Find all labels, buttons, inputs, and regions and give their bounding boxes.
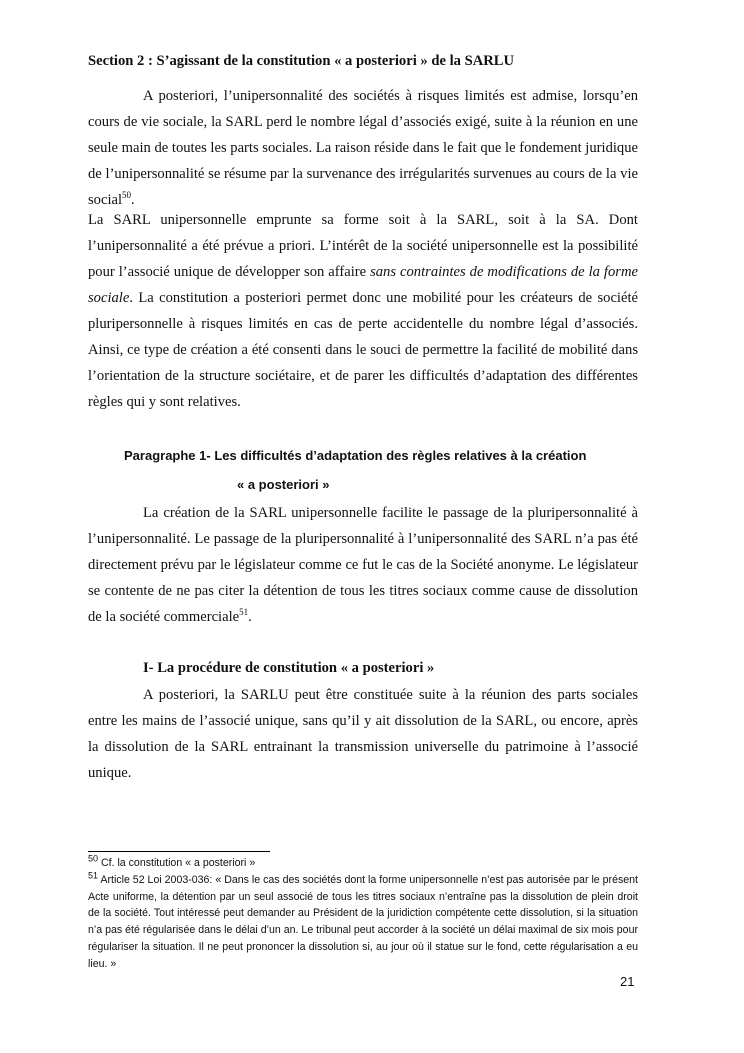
footnote xyxy=(88,872,638,973)
paragraph-heading: Paragraphe 1- Les difficultés d’adaptation des règles relatives à la création xyxy=(124,448,587,463)
subsection-title: I- La procédure de constitution « a posteriori » xyxy=(143,660,435,676)
paragraph-text: La SARL unipersonnelle emprunte sa forme soit à la SARL, soit à la SA. Dont l’unipersonnalité a été prévue a priori. L’intérêt de la société unipersonnelle est la possibilité pour l’associé unique de développer son affaire xyxy=(88,212,638,280)
page-number: 21 xyxy=(620,974,635,989)
footnote-text: Cf. la constitution « a posteriori » xyxy=(98,857,256,869)
footnote xyxy=(88,855,638,872)
footnote-ref[interactable]: 50 xyxy=(122,190,132,201)
paragraph-heading-subtitle: « a posteriori » xyxy=(237,477,330,492)
paragraph-body xyxy=(88,83,638,213)
paragraph-body: A posteriori, la SARLU peut être constituée suite à la réunion des parts sociales entre les mains de l’associé unique, sans qu’il y ait dissolution de la SARL, ou encore, après la dissolution de la SARL entrainant la transmission universelle du patrimoine à l’associé unique. xyxy=(88,687,638,781)
paragraph-text: La création de la SARL unipersonnelle facilite le passage de la pluripersonnalité à l’unipersonnalité. Le passage de la pluripersonnalité à l’unipersonnalité des SARL n’a pas été directement prévu par le législateur comme ce fut le cas de la Société anonyme. Le législateur se contente de ne pas citer la détention de tous les titres sociaux comme cause de dissolution de la société commerciale xyxy=(88,505,638,625)
paragraph-text: . xyxy=(248,609,252,625)
footnote-separator xyxy=(88,851,270,852)
emphasis-text: sans contraintes de modifications de la forme sociale xyxy=(88,264,638,306)
footnote-ref[interactable]: 51 xyxy=(239,607,249,618)
footnotes xyxy=(88,855,638,973)
footnote-number: 50 xyxy=(88,853,99,864)
paragraph-text: . La constitution a posteriori permet donc une mobilité pour les créateurs de société pluripersonnelle à risques limités en cas de perte accidentelle du nombre légal d’associés. Ainsi, ce type de création a été consenti dans le souci de permettre la facilité de mobilité dans l’orientation de la structure sociétaire, et de parer les difficultés d’adaptation des différentes règles qui y sont relatives. xyxy=(88,290,638,410)
paragraph-text: A posteriori, l’unipersonnalité des sociétés à risques limités est admise, lorsqu’en cours de vie sociale, la SARL perd le nombre légal d’associés exigé, suite à la réunion en une seule main de toutes les parts sociales. La raison réside dans le fait que le fondement juridique de l’unipersonnalité se résume par la survenance des irrégularités survenues au cours de la vie social xyxy=(88,88,638,208)
footnote-text: Article 52 Loi 2003-036: « Dans le cas des sociétés dont la forme unipersonnelle n’est pas autorisée par le présent Acte uniforme, la détention par un seul associé de tous les titres sociaux n’entraîne pas la dissolution de plein droit de la société. Tout intéressé peut demander au Président de la juridiction compétente cette dissolution, si la situation n’a pas été régularisée dans le délai d’un an. Le tribunal peut accorder à la société un délai maximal de six mois pour régulariser la situation. Il ne peut prononcer la dissolution si, au jour où il statue sur le fond, cette régularisation a eu lieu. » xyxy=(88,873,638,970)
section-title: Section 2 : S’agissant de la constitution « a posteriori » de la SARLU xyxy=(88,53,515,69)
paragraph-body xyxy=(88,207,638,415)
paragraph-body xyxy=(88,500,638,630)
paragraph-text: . xyxy=(131,192,135,208)
footnote-number: 51 xyxy=(88,870,99,881)
